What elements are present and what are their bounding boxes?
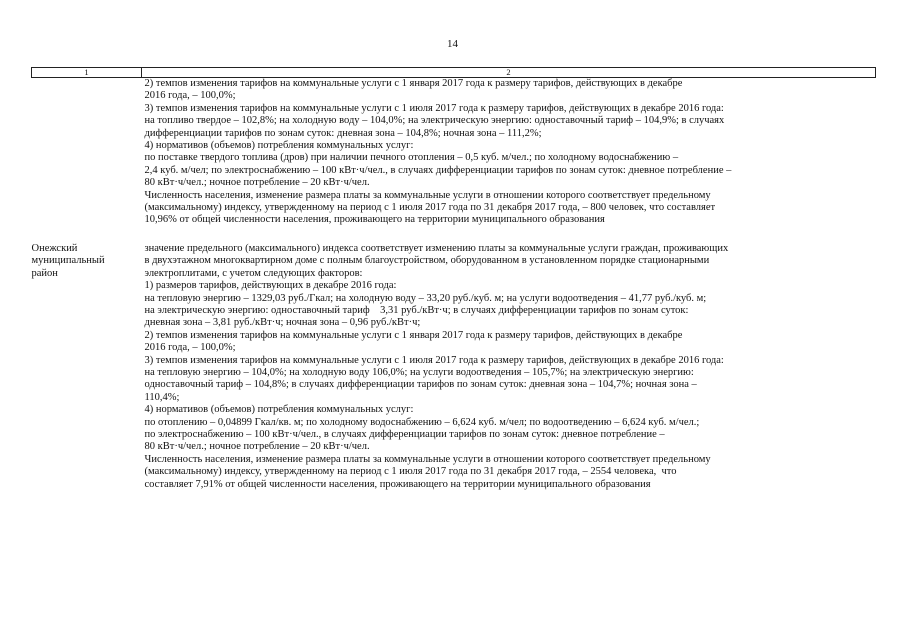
text-line: на топливо твердое – 102,8%; на холодную воду – 104,0%; на электрическую энергию: одноставочный тариф – 104,9%; в случаях <box>144 115 725 127</box>
table-row-continuation <box>32 78 876 227</box>
text-line: 3) темпов изменения тарифов на коммунальные услуги с 1 июля 2017 года к размеру тарифов, действующих в декабре 2016 года: <box>144 354 724 366</box>
text-line: 4) нормативов (объемов) потребления коммунальных услуг: <box>144 140 414 152</box>
text-line: 2) темпов изменения тарифов на коммунальные услуги с 1 января 2017 года к размеру тарифов, действующих в декабре <box>144 78 683 89</box>
text-line: 4) нормативов (объемов) потребления коммунальных услуг: <box>144 404 414 416</box>
onega-text <box>142 239 876 491</box>
row-gap <box>32 227 876 239</box>
text-line: одноставочный тариф – 104,8%; в случаях дифференциации тарифов по зонам суток: дневная зона – 104,7%; ночная зона – <box>144 379 697 391</box>
text-line: 1) размеров тарифов, действующих в декабре 2016 года: <box>144 280 397 292</box>
text-line: на тепловую энергию – 104,0%; на холодную воду 106,0%; на услуги водоотведения – 105,7%; на электрическую энергию: <box>144 366 694 378</box>
text-line: по электроснабжению – 100 кВт·ч/чел., в случаях дифференциации тарифов по зонам суток: дневное потребление – <box>144 428 665 440</box>
text-line: дифференциации тарифов по зонам суток: дневная зона – 104,8%; ночная зона – 111,2%; <box>144 127 542 139</box>
text-line: 10,96% от общей численности населения, проживающего на территории муниципального образования <box>144 214 605 226</box>
region-name-line: район <box>31 267 58 279</box>
text-line: значение предельного (максимального) индекса соответствует изменению платы за коммунальные услуги граждан, проживающих <box>144 242 729 254</box>
region-name-line: муниципальный <box>31 255 105 267</box>
text-line: на тепловую энергию – 1329,03 руб./Гкал; на холодную воду – 33,20 руб./куб. м; на услуги водоотведения – 41,77 руб./куб. м; <box>144 292 707 304</box>
text-line: 3) темпов изменения тарифов на коммунальные услуги с 1 июля 2017 года к размеру тарифов, действующих в декабре 2016 года: <box>144 102 724 114</box>
text-line: по поставке твердого топлива (дров) при наличии печного отопления – 0,5 куб. м/чел.; по холодному водоснабжению – <box>144 152 679 164</box>
text-line: 80 кВт·ч/чел.; ночное потребление – 20 кВт·ч/чел. <box>144 177 370 189</box>
page-number: 14 <box>447 38 458 50</box>
text-line: составляет 7,91% от общей численности населения, проживающего на территории муниципального образования <box>144 478 651 490</box>
text-line: 110,4%; <box>144 391 180 403</box>
region-cell-empty <box>32 78 142 227</box>
text-line: электроплитами, с учетом следующих факторов: <box>144 267 363 279</box>
column-header-1: 1 <box>32 68 142 78</box>
text-line: 2,4 куб. м/чел; по электроснабжению – 100 кВт·ч/чел., в случаях дифференциации тарифов по зонам суток: дневное потребление – <box>144 164 732 176</box>
tariff-table <box>31 67 876 491</box>
text-line: 2016 года, – 100,0%; <box>144 342 236 354</box>
text-line: Численность населения, изменение размера платы за коммунальные услуги в отношении которого соответствует предельному <box>144 453 711 465</box>
text-line: в двухэтажном многоквартирном доме с полным благоустройством, оборудованном в установленном порядке стационарными <box>144 255 710 267</box>
text-line: на электрическую энергию: одноставочный тариф 3,31 руб./кВт·ч; в случаях дифференциации тарифов по зонам суток: <box>144 304 689 316</box>
table-row-onega <box>32 239 876 491</box>
text-line: 2016 года, – 100,0%; <box>144 90 236 102</box>
text-line: (максимальному) индексу, утвержденному на период с 1 июля 2017 года по 31 декабря 2017 года, – 800 человек, что составляет <box>144 202 716 214</box>
text-line: Численность населения, изменение размера платы за коммунальные услуги в отношении которого соответствует предельному <box>144 189 711 201</box>
text-line: по отоплению – 0,04899 Гкал/кв. м; по холодному водоснабжению – 6,624 куб. м/чел; по водоотведению – 6,624 куб. м/чел.; <box>144 416 700 428</box>
continuation-text <box>142 78 876 227</box>
region-name-line: Онежский <box>31 242 78 254</box>
text-line: дневная зона – 3,81 руб./кВт·ч; ночная зона – 0,96 руб./кВт·ч; <box>144 317 421 329</box>
header-row <box>32 68 876 78</box>
text-line: (максимальному) индексу, утвержденному на период с 1 июля 2017 года по 31 декабря 2017 года, – 2554 человека, что <box>144 466 677 478</box>
column-header-2: 2 <box>142 68 876 78</box>
text-line: 2) темпов изменения тарифов на коммунальные услуги с 1 января 2017 года к размеру тарифов, действующих в декабре <box>144 329 683 341</box>
text-line: 80 кВт·ч/чел.; ночное потребление – 20 кВт·ч/чел. <box>144 441 370 453</box>
region-name <box>32 239 142 491</box>
